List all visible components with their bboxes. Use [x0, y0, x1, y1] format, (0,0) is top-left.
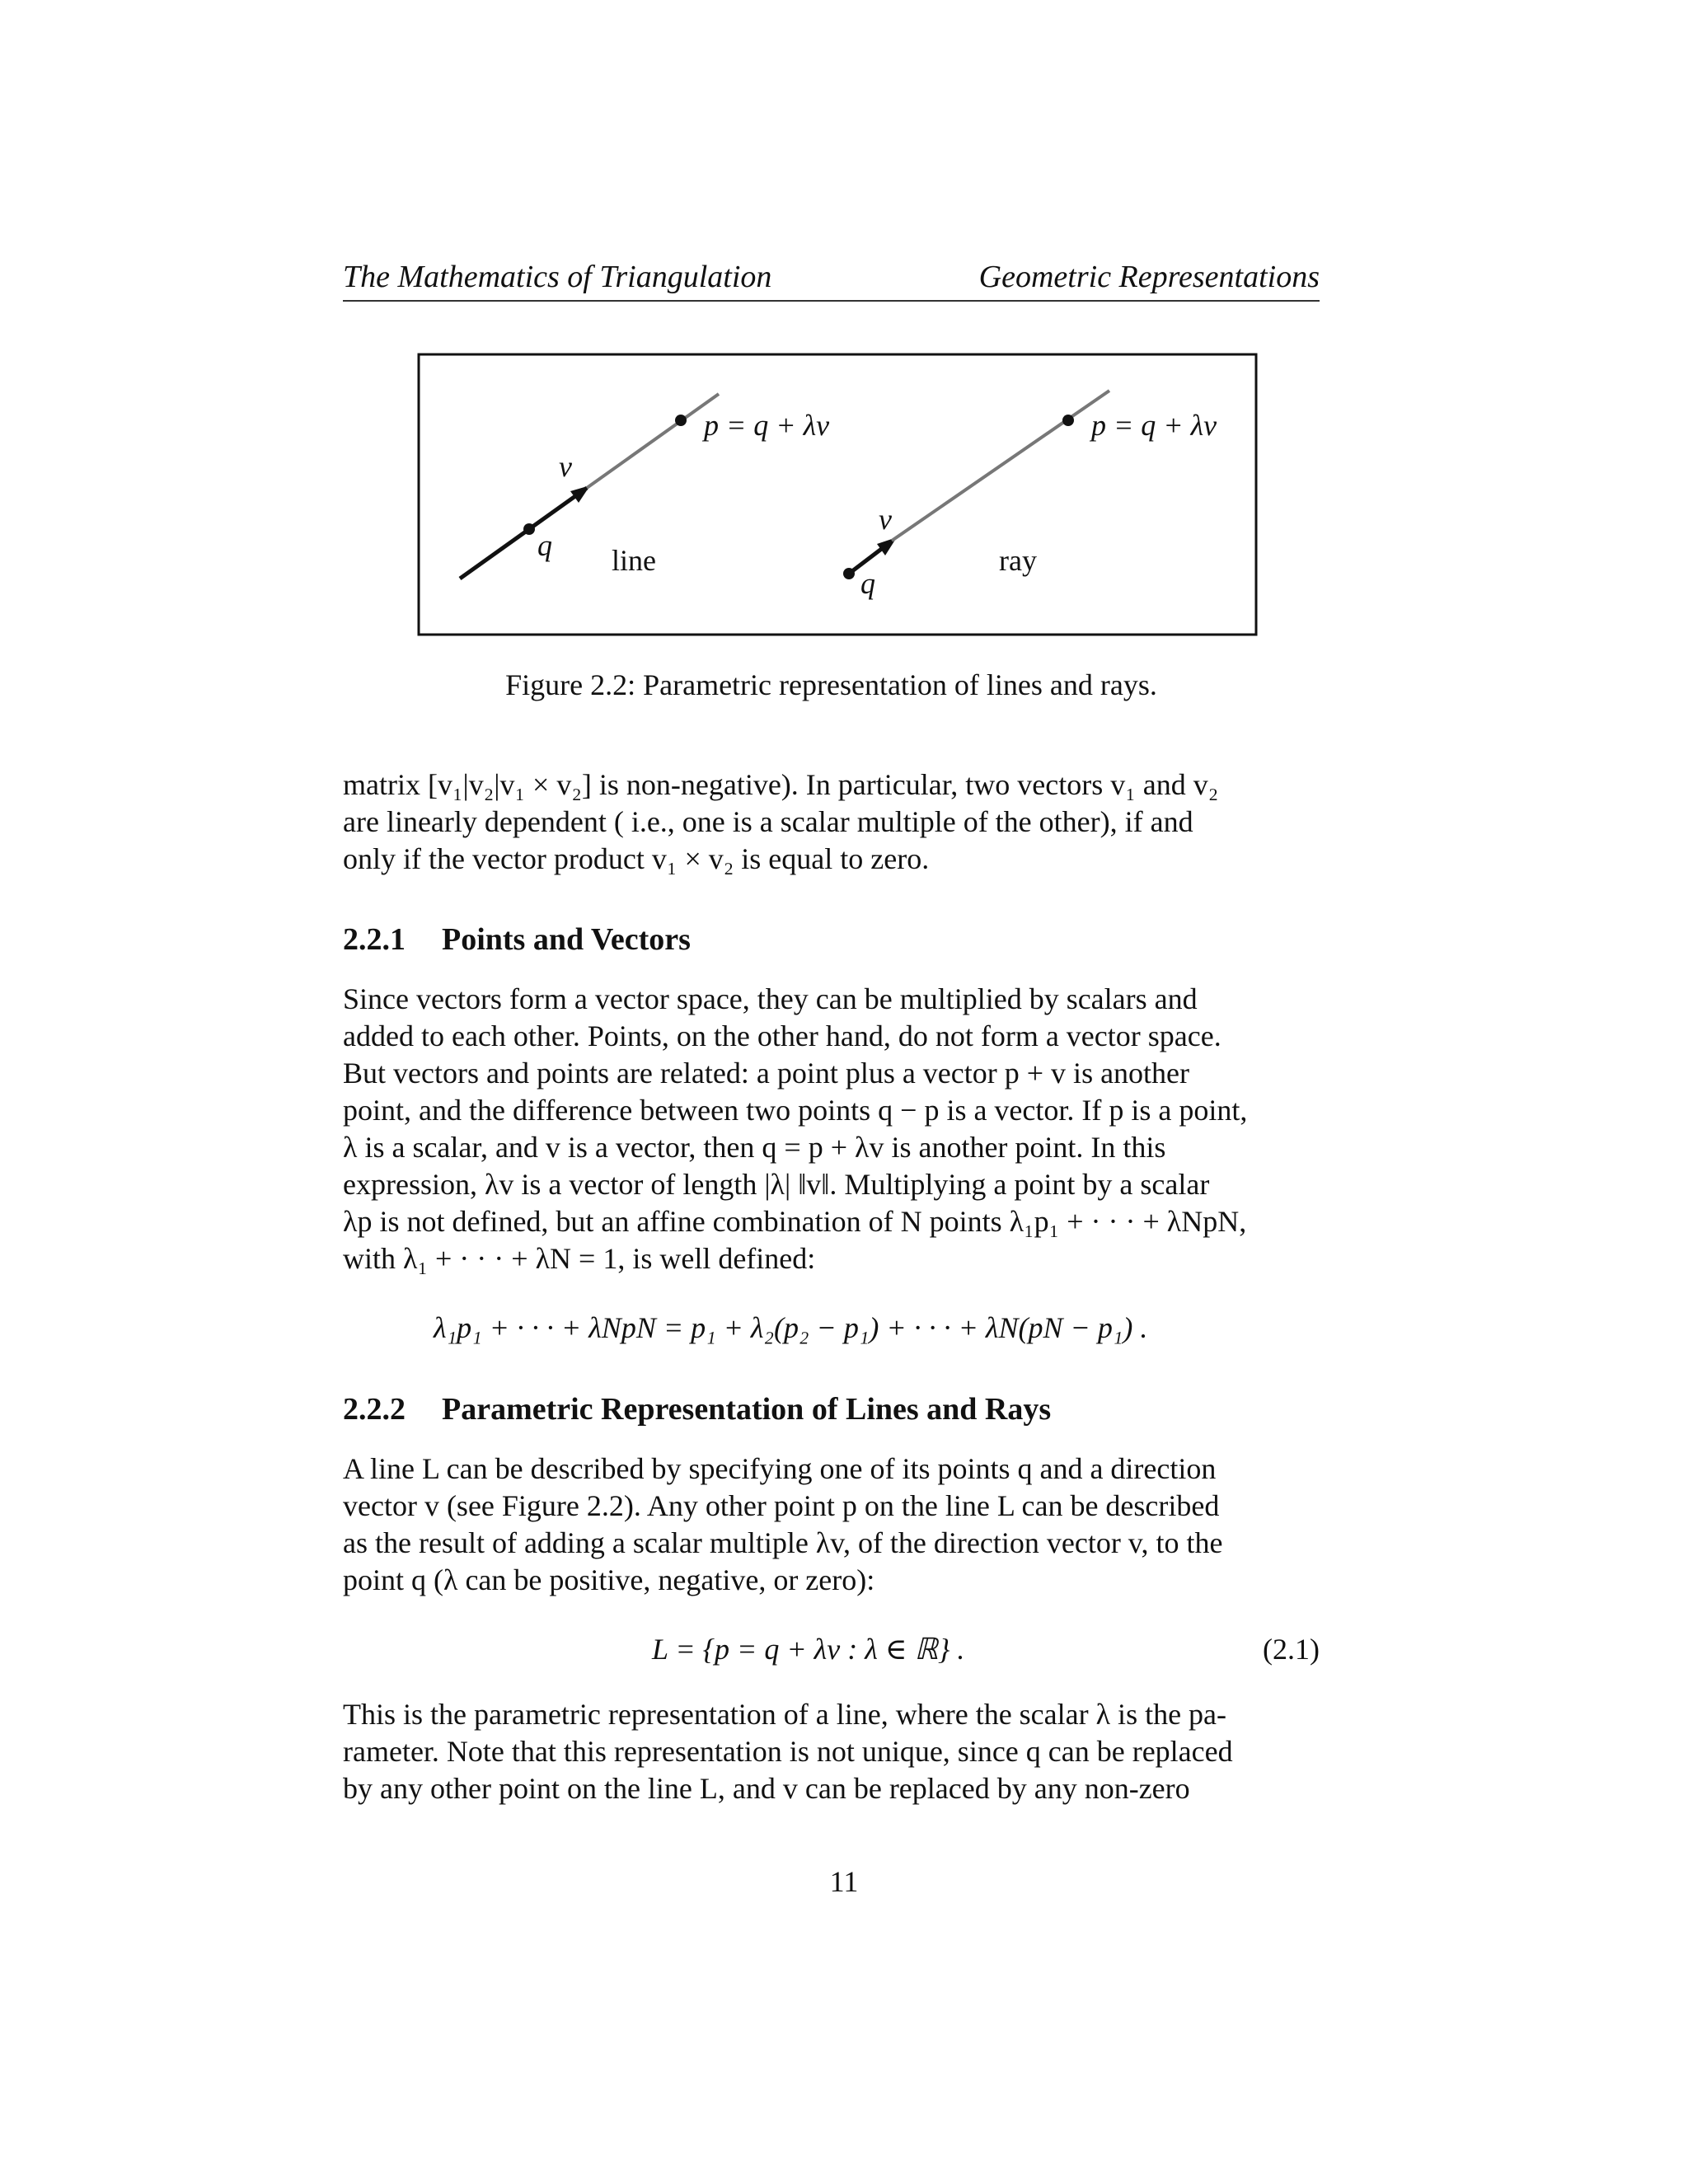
text-line: λp is not defined, but an affine combination of N points λ₁p₁ + · · · + λNpN, — [343, 1205, 1247, 1238]
equation-text: λ₁p₁ + · · · + λNpN = p₁ + λ₂(p₂ − p₁) + · · · + λN(pN − p₁) . — [434, 1311, 1148, 1344]
ray-point-q — [843, 568, 855, 579]
text-line: as the result of adding a scalar multiple λv, of the direction vector v, to the — [343, 1526, 1223, 1559]
ray-label-v: v — [879, 503, 892, 536]
ray-label-equation: p = q + λv — [1091, 409, 1217, 442]
section-2-2-1-paragraph — [343, 981, 1320, 1277]
ray-caption-label: ray — [999, 544, 1037, 577]
text-line: point, and the difference between two points q − p is a vector. If p is a point, — [343, 1094, 1248, 1127]
text-line: added to each other. Points, on the other hand, do not form a vector space. — [343, 1019, 1221, 1052]
text-line: only if the vector product v₁ × v₂ is equal to zero. — [343, 842, 930, 875]
equation-number: (2.1) — [1263, 1633, 1320, 1666]
page-number: 11 — [829, 1865, 859, 1898]
section-heading-2-2-1 — [343, 921, 1320, 958]
text-line: expression, λv is a vector of length |λ| ‖v‖. Multiplying a point by a scalar — [343, 1168, 1210, 1201]
line-label-equation: p = q + λv — [704, 409, 830, 442]
section-number: 2.2.2 — [343, 1392, 406, 1427]
text-line: A line L can be described by specifying one of its points q and a direction — [343, 1452, 1217, 1485]
line-point-q — [523, 523, 535, 535]
section-number: 2.2.1 — [343, 922, 406, 957]
text-line: by any other point on the line L, and v can be replaced by any non-zero — [343, 1772, 1190, 1805]
ray-segment — [892, 391, 1109, 541]
text-line: point q (λ can be positive, negative, or zero): — [343, 1563, 875, 1596]
book-title: The Mathematics of Triangulation — [343, 260, 772, 294]
chapter-title: Geometric Representations — [978, 260, 1320, 294]
text-line: But vectors and points are related: a point plus a vector p + v is another — [343, 1057, 1190, 1090]
section-title: Parametric Representation of Lines and Rays — [442, 1392, 1052, 1427]
affine-combination-equation — [343, 1310, 1410, 1345]
text-line: This is the parametric representation of a line, where the scalar λ is the pa- — [343, 1698, 1227, 1731]
text-line: are linearly dependent ( i.e., one is a scalar multiple of the other), if and — [343, 805, 1193, 838]
line-forward-segment — [587, 394, 719, 488]
figure-caption: Figure 2.2: Parametric representation of lines and rays. — [505, 668, 1157, 701]
line-caption-label: line — [612, 544, 656, 577]
text-line: matrix [v₁|v₂|v₁ × v₂] is non-negative). In particular, two vectors v₁ and v₂ — [343, 768, 1219, 801]
text-line: rameter. Note that this representation is not unique, since q can be replaced — [343, 1735, 1233, 1768]
ray-label-q: q — [860, 567, 875, 600]
text-line: Since vectors form a vector space, they can be multiplied by scalars and — [343, 982, 1198, 1015]
section-heading-2-2-2 — [343, 1391, 1320, 1428]
figure-diagram — [343, 349, 1320, 663]
ray-point-p — [1062, 415, 1074, 426]
line-label-q: q — [537, 529, 552, 562]
text-line: with λ₁ + · · · + λN = 1, is well defined: — [343, 1242, 816, 1275]
line-label-v: v — [559, 450, 572, 483]
text-line: λ is a scalar, and v is a vector, then q = p + λv is another point. In this — [343, 1131, 1166, 1164]
text-line: vector v (see Figure 2.2). Any other point p on the line L can be described — [343, 1489, 1220, 1522]
line-point-p — [675, 415, 687, 426]
line-back-segment — [460, 529, 529, 579]
equation-text: L = {p = q + λv : λ ∈ ℝ} . — [652, 1633, 965, 1666]
section-title: Points and Vectors — [442, 922, 691, 957]
intro-paragraph — [343, 766, 1320, 878]
section-2-2-2-paragraph — [343, 1451, 1320, 1599]
figure-2-2 — [343, 349, 1320, 704]
running-head — [343, 254, 1320, 302]
figure-frame — [419, 354, 1256, 635]
section-2-2-2-paragraph-2 — [343, 1696, 1320, 1807]
